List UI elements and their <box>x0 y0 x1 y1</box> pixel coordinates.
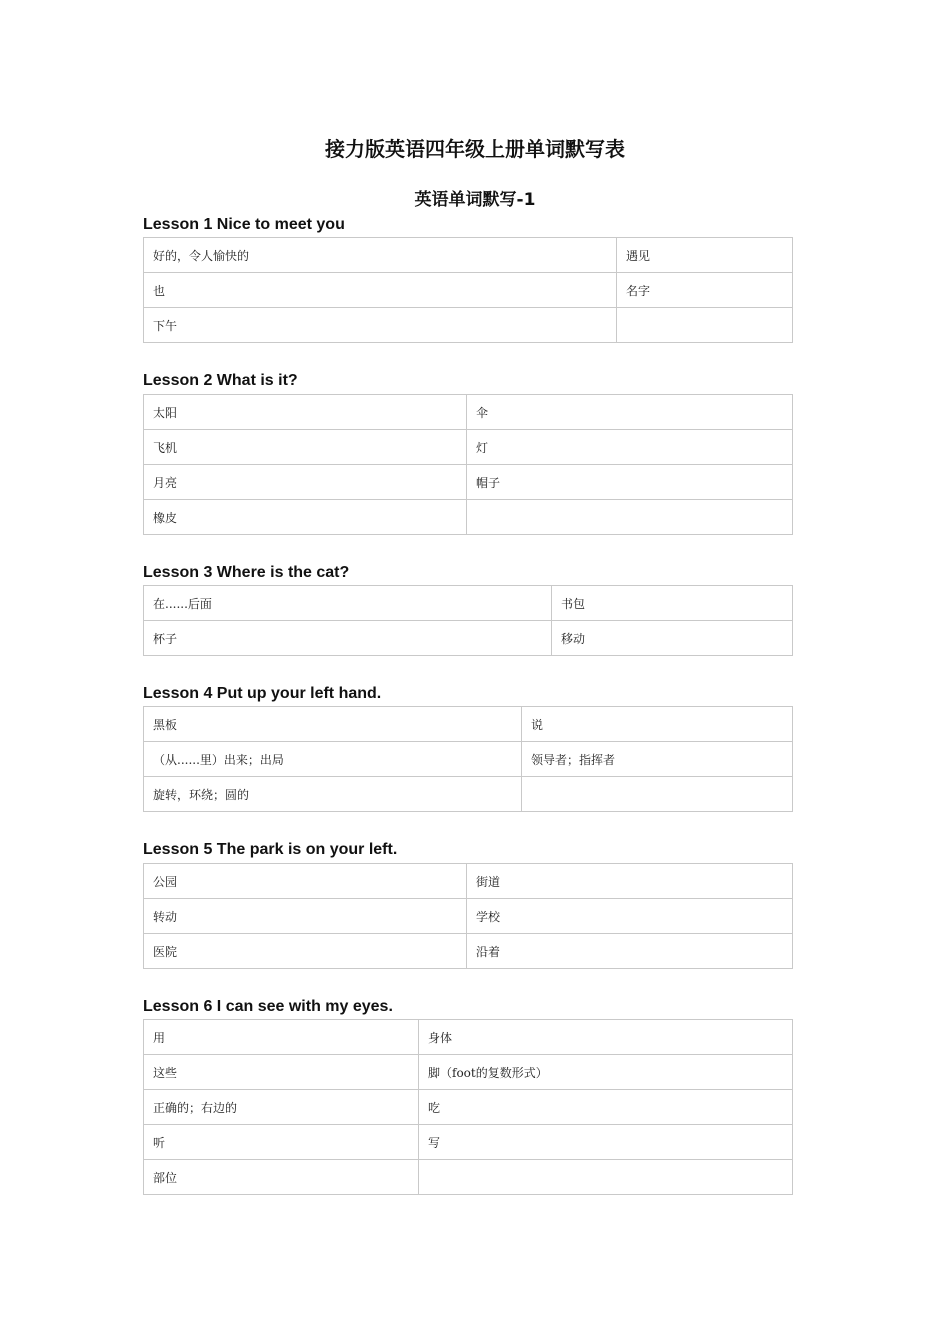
word-cell: 这些 <box>144 1055 419 1090</box>
empty-cell <box>522 777 793 812</box>
word-cell: 书包 <box>552 586 793 621</box>
table-row <box>144 430 793 465</box>
table-row <box>144 1055 793 1090</box>
lesson-2-title: Lesson 2 What is it? <box>143 372 298 389</box>
table-row <box>144 1020 793 1055</box>
lesson-3-word-table <box>143 585 793 656</box>
empty-cell <box>467 500 793 535</box>
document-subtitle: 英语单词默写-1 <box>414 190 536 210</box>
lesson-1-word-table <box>143 237 793 343</box>
lesson-6-word-table <box>143 1019 793 1195</box>
lesson-5-word-table <box>143 863 793 969</box>
word-cell: 听 <box>144 1125 419 1160</box>
table-row <box>144 1160 793 1195</box>
table-row <box>144 395 793 430</box>
word-cell: 下午 <box>144 308 617 343</box>
table-row <box>144 742 793 777</box>
word-cell: 橡皮 <box>144 500 467 535</box>
word-cell: 身体 <box>419 1020 793 1055</box>
word-cell: 太阳 <box>144 395 467 430</box>
word-cell: 脚（foot的复数形式） <box>419 1055 793 1090</box>
table-row <box>144 238 793 273</box>
word-cell: 帽子 <box>467 465 793 500</box>
table-row <box>144 1090 793 1125</box>
word-cell: 说 <box>522 707 793 742</box>
word-cell: 学校 <box>467 899 793 934</box>
table-row <box>144 621 793 656</box>
word-cell: 好的，令人愉快的 <box>144 238 617 273</box>
empty-cell <box>419 1160 793 1195</box>
word-cell: 黑板 <box>144 707 522 742</box>
table-row <box>144 777 793 812</box>
lesson-6-title: Lesson 6 I can see with my eyes. <box>143 998 393 1015</box>
table-row <box>144 273 793 308</box>
word-cell: 用 <box>144 1020 419 1055</box>
word-cell: 正确的；右边的 <box>144 1090 419 1125</box>
table-row <box>144 1125 793 1160</box>
table-row <box>144 500 793 535</box>
word-cell: 部位 <box>144 1160 419 1195</box>
table-row <box>144 899 793 934</box>
empty-cell <box>617 308 793 343</box>
word-cell: 写 <box>419 1125 793 1160</box>
table-row <box>144 707 793 742</box>
table-row <box>144 465 793 500</box>
lesson-2-word-table <box>143 394 793 535</box>
word-cell: 沿着 <box>467 934 793 969</box>
lesson-3-title: Lesson 3 Where is the cat? <box>143 564 350 581</box>
word-cell: 也 <box>144 273 617 308</box>
lesson-5-title: Lesson 5 The park is on your left. <box>143 841 398 858</box>
word-cell: 街道 <box>467 864 793 899</box>
word-cell: 灯 <box>467 430 793 465</box>
word-cell: 公园 <box>144 864 467 899</box>
word-cell: 吃 <box>419 1090 793 1125</box>
word-cell: 移动 <box>552 621 793 656</box>
word-cell: 在......后面 <box>144 586 552 621</box>
lesson-4-title: Lesson 4 Put up your left hand. <box>143 685 382 702</box>
word-cell: 月亮 <box>144 465 467 500</box>
word-cell: 名字 <box>617 273 793 308</box>
word-cell: 遇见 <box>617 238 793 273</box>
word-cell: 旋转，环绕；圆的 <box>144 777 522 812</box>
lesson-1-title: Lesson 1 Nice to meet you <box>143 216 345 233</box>
table-row <box>144 864 793 899</box>
table-row <box>144 586 793 621</box>
word-cell: 领导者；指挥者 <box>522 742 793 777</box>
table-row <box>144 934 793 969</box>
document-title: 接力版英语四年级上册单词默写表 <box>325 137 625 161</box>
word-cell: 转动 <box>144 899 467 934</box>
word-cell: 飞机 <box>144 430 467 465</box>
word-cell: 杯子 <box>144 621 552 656</box>
word-cell: 医院 <box>144 934 467 969</box>
word-cell: 伞 <box>467 395 793 430</box>
lesson-4-word-table <box>143 706 793 812</box>
word-cell: （从......里）出来；出局 <box>144 742 522 777</box>
table-row <box>144 308 793 343</box>
